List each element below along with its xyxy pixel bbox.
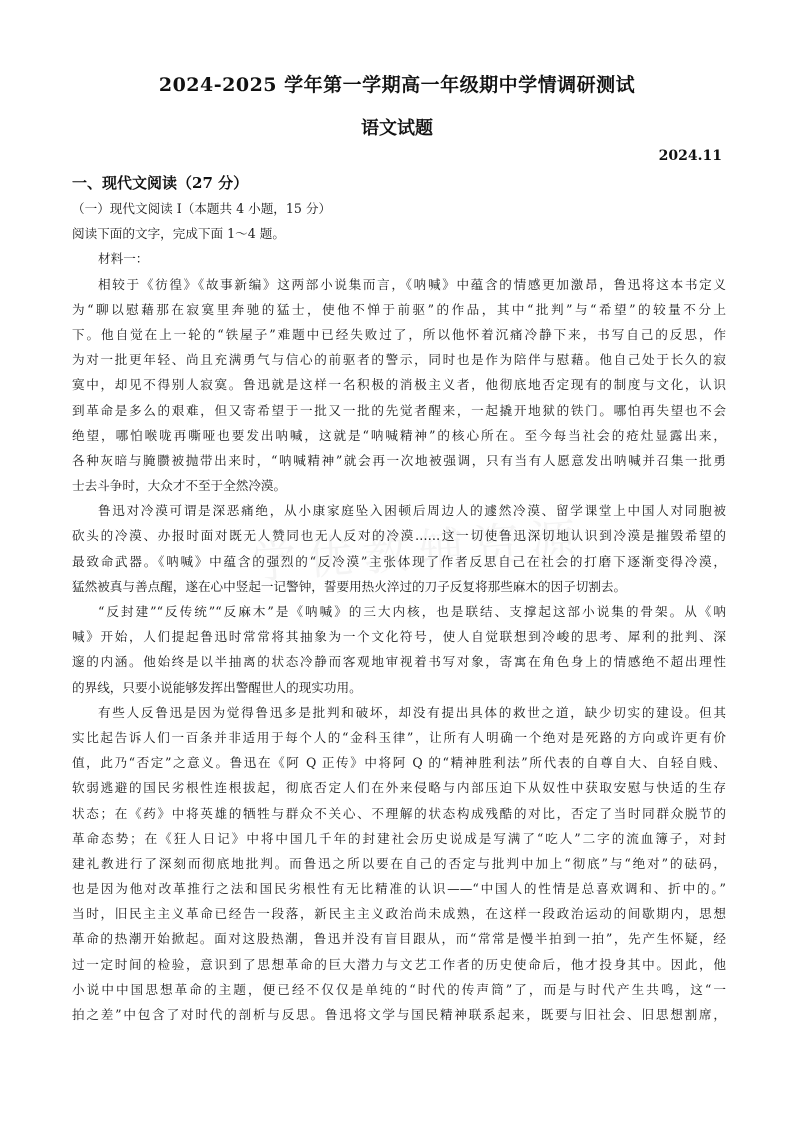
passage-line: 实比起告诉人们一百条并非适用于每个人的“金科玉律”，让所有人明确一个绝对是死路的方向或许更有价 [72, 729, 726, 745]
passage-line: 为对一批更年轻、尚且充满勇气与信心的前驱者的警示，同时也是作为陪伴与慰藉。他自己处于长久的寂 [72, 352, 726, 368]
passage-line: 为“聊以慰藉那在寂寞里奔驰的猛士，使他不惮于前驱”的作品，其中“批判”与“希望”的较量不分上 [72, 301, 726, 317]
passage-line: 到革命是多么的艰难，但又寄希望于一批又一批的先觉者醒来，一起撬开地狱的铁门。哪怕再失望也不会 [72, 402, 726, 418]
passage-line: 最致命武器。《呐喊》中蕴含的强烈的“反冷漠”主张体现了作者反思自己在社会的打磨下逐渐变得冷漠， [72, 553, 726, 569]
reading-passage [72, 196, 726, 1027]
passage-line: 砍头的冷漠、办报时面对既无人赞同也无人反对的冷漠……这一切使鲁迅深切地认识到冷漠是摧毁希望的 [72, 528, 726, 544]
passage-line: 拍之差”中包含了对时代的剖析与反思。鲁迅将文学与国民精神联系起来，既要与旧社会、旧思想割席， [72, 1007, 726, 1022]
passage-line: 各种灰暗与腌臜被抛带出来时，“呐喊精神”就会再一次地被强调，只有当有人愿意发出呐喊并召集一批勇 [72, 452, 726, 468]
passage-line: 建礼教进行了深刻而彻底地批判。而鲁迅之所以要在自己的否定与批判中加上“彻底”与“绝对”的砝码， [72, 855, 726, 871]
passage-line: 也是因为他对改革推行之法和国民劣根性有无比精准的认识——“中国人的性情是总喜欢调和、折中的。” [72, 881, 726, 897]
passage-line: 软弱逃避的国民劣根性连根拔起，彻底否定人们在外来侵略与内部压迫下从奴性中获取安慰与快适的生存 [72, 780, 726, 796]
material-label: 材料一： [98, 251, 149, 267]
passage-line: “反封建”“反传统”“反麻木”是《呐喊》的三大内核，也是联结、支撑起这部小说集的骨架。从《呐 [98, 604, 726, 619]
passage-line: 值，此乃“否定”之意义。鲁迅在《阿 Q 正传》中将阿 Q 的“精神胜利法”所代表的自尊自大、自轻自贱、 [72, 755, 726, 771]
passage-line: 寞中，却见不得别人寂寞。鲁迅就是这样一名积极的消极主义者，他彻底地否定现有的制度与文化，认识 [72, 377, 726, 393]
passage-line: 鲁迅对冷漠可谓是深恶痛绝，从小康家庭坠入困顿后周边人的遽然冷漠、留学课堂上中国人对同胞被 [98, 503, 726, 519]
subsection-heading: （一）现代文阅读 I（本题共 4 小题，15 分） [72, 201, 332, 216]
passage-line: 状态；在《药》中将英雄的牺牲与群众不关心、不理解的状态构成残酷的对比，否定了当时同群众脱节的 [72, 805, 726, 821]
passage-line: 绝望，哪怕喉咙再嘶哑也要发出呐喊，这就是“呐喊精神”的核心所在。至今每当社会的疮灶显露出来， [72, 427, 726, 443]
passage-line: 革命的热潮开始掀起。面对这股热潮，鲁迅并没有盲目跟从，而“常常是慢半拍到一拍”，先产生怀疑，经 [72, 931, 726, 947]
exam-date: 2024.11 [658, 148, 722, 164]
passage-line: 革命态势；在《狂人日记》中将中国几千年的封建社会历史说成是写满了“吃人”二字的流血簿子，对封 [72, 830, 726, 846]
section-heading: 一、现代文阅读（27 分） [72, 174, 249, 192]
passage-line: 的界线，只要小说能够发挥出警醒世人的现实功用。 [72, 679, 362, 695]
passage-line: 猛然被真与善点醒，遂在心中竖起一记警钟，誓要用热火淬过的刀子反复将那些麻木的因子切割去。 [72, 578, 627, 594]
exam-subtitle: 语文试题 [361, 118, 433, 139]
passage-line: 小说中中国思想革命的主题，便已经不仅仅是单纯的“时代的传声筒”了，而是与时代产生共鸣，这“一 [72, 981, 726, 997]
passage-line: 邃的内涵。他始终是以半抽离的状态冷静而客观地审视着书写对象，寄寓在角色身上的情感绝不超出理性 [72, 654, 726, 670]
exam-title: 2024-2025 学年第一学期高一年级期中学情调研测试 [158, 74, 636, 96]
passage-line: 当时，旧民主主义革命已经告一段落，新民主主义政治尚未成熟，在这样一段政治运动的间歇期内，思想 [72, 906, 726, 922]
passage-line: 过一定时间的检验，意识到了思想革命的巨大潜力与文艺工作者的历史使命后，他才投身其中。因此，他 [72, 956, 726, 972]
passage-line: 相较于《彷徨》《故事新编》这两部小说集而言，《呐喊》中蕴含的情感更加激昂，鲁迅将这本书定义 [98, 276, 726, 292]
passage-line: 喊》开始，人们提起鲁迅时常常将其抽象为一个文化符号，使人自觉联想到冷峻的思考、犀利的批判、深 [72, 629, 726, 645]
passage-line: 有些人反鲁迅是因为觉得鲁迅多是批判和破坏，却没有提出具体的救世之道，缺少切实的建设。但其 [98, 704, 726, 720]
passage-line: 士去斗争时，大众才不至于全然冷漠。 [72, 478, 287, 494]
passage-line: 下。他自觉在上一轮的“铁屋子”难题中已经失败过了，所以他怀着沉痛冷静下来，书写自己的反思，作 [72, 326, 726, 342]
instruction-line: 阅读下面的文字，完成下面 1～4 题。 [72, 226, 285, 242]
